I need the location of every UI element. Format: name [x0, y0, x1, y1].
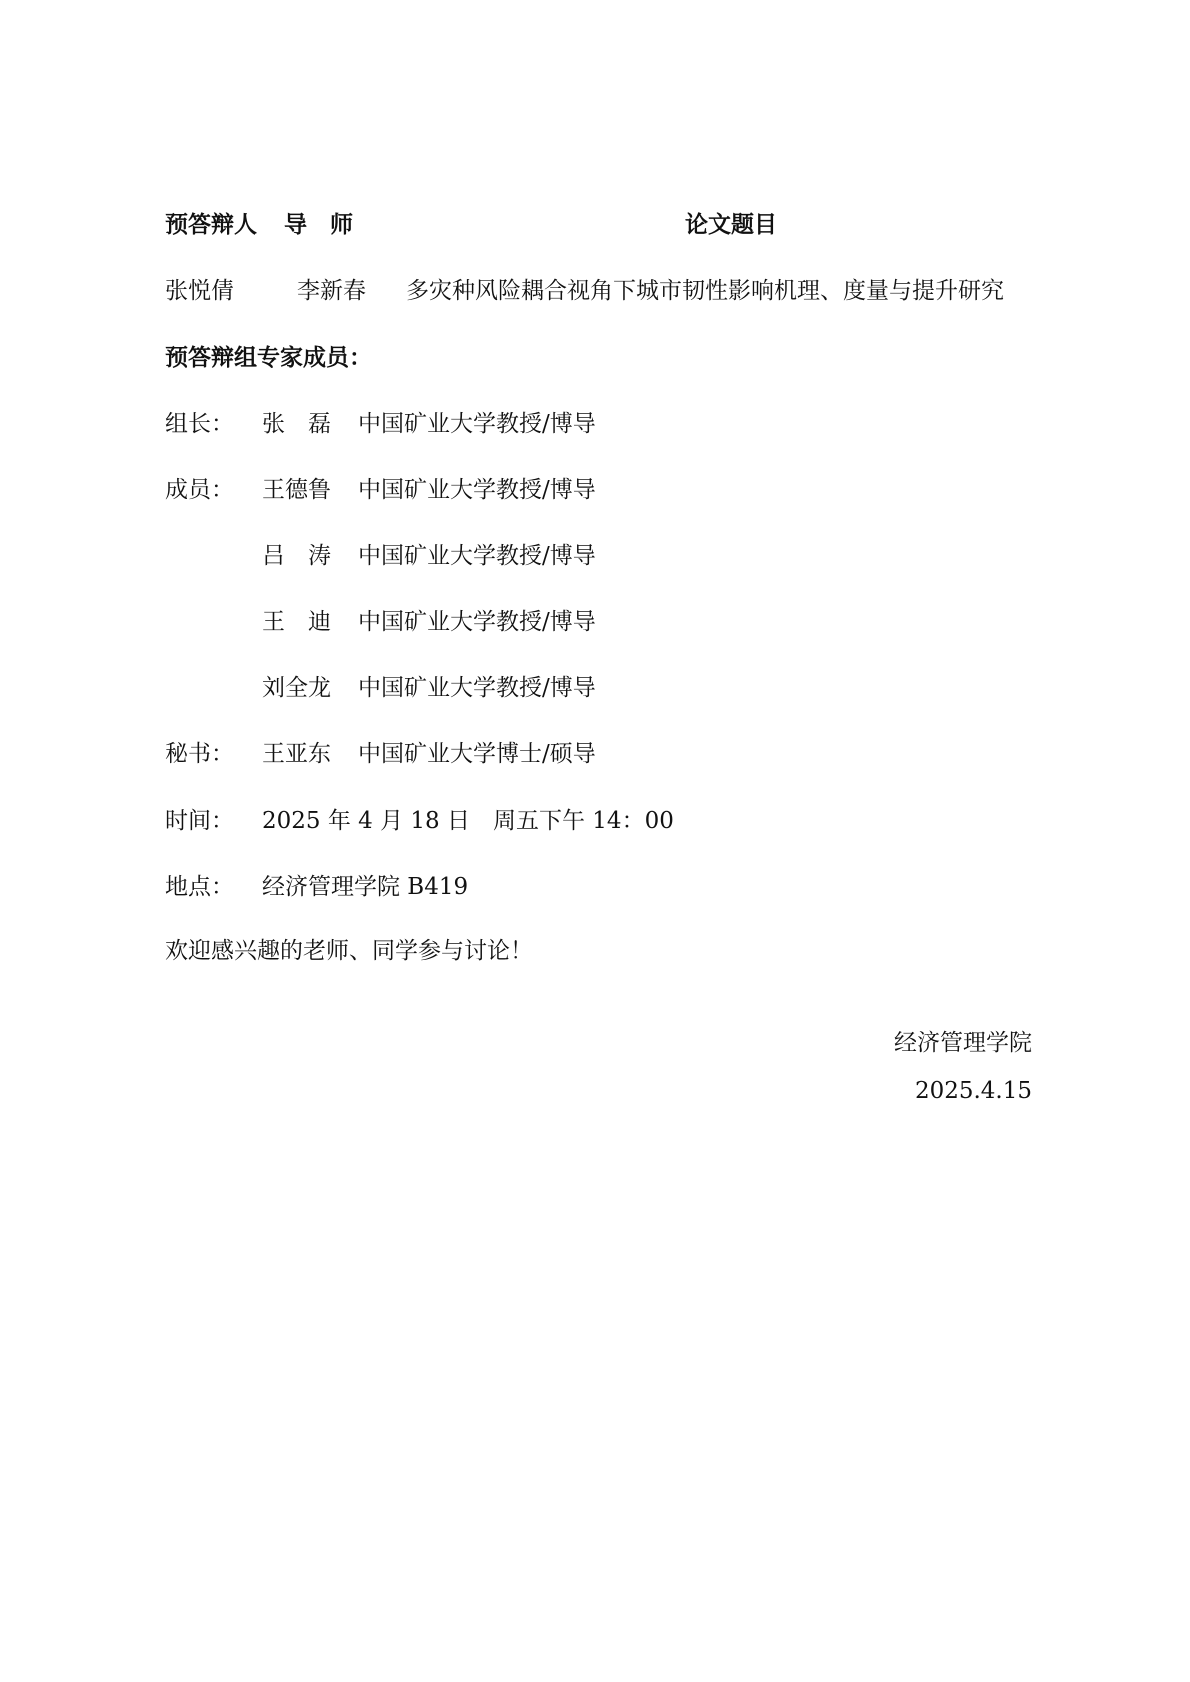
member-name: 王德鲁: [262, 477, 331, 503]
place-label: 地点：: [165, 874, 234, 900]
header-title: 论文题目: [685, 211, 777, 238]
leader-affiliation: 中国矿业大学教授/博导: [358, 411, 596, 437]
secretary-role: 秘书：: [165, 741, 234, 767]
member-name: 王 迪: [262, 609, 331, 635]
leader-role: 组长：: [165, 411, 234, 437]
committee-heading: 预答辩组专家成员：: [165, 344, 372, 371]
place-value: 经济管理学院 B419: [262, 874, 469, 900]
time-label: 时间：: [165, 808, 234, 834]
signature-date: 2025.4.15: [914, 1078, 1032, 1104]
leader-name: 张 磊: [262, 411, 331, 437]
member-affiliation: 中国矿业大学教授/博导: [358, 477, 596, 503]
entry-thesis-title: 多灾种风险耦合视角下城市韧性影响机理、度量与提升研究: [406, 278, 1004, 304]
entry-candidate: 张悦倩: [165, 278, 234, 304]
member-affiliation: 中国矿业大学教授/博导: [358, 609, 596, 635]
signature-org: 经济管理学院: [894, 1030, 1032, 1056]
member-affiliation: 中国矿业大学教授/博导: [358, 543, 596, 569]
members-role: 成员：: [165, 477, 234, 503]
member-name: 吕 涛: [262, 543, 331, 569]
secretary-name: 王亚东: [262, 741, 331, 767]
entry-advisor: 李新春: [297, 278, 366, 304]
secretary-affiliation: 中国矿业大学博士/硕导: [358, 741, 596, 767]
header-advisor: 导 师: [284, 211, 353, 238]
time-value: 2025 年 4 月 18 日 周五下午 14：00: [262, 808, 674, 834]
member-name: 刘全龙: [262, 675, 331, 701]
member-affiliation: 中国矿业大学教授/博导: [358, 675, 596, 701]
invitation-text: 欢迎感兴趣的老师、同学参与讨论！: [165, 938, 533, 964]
header-candidate: 预答辩人: [165, 211, 257, 238]
